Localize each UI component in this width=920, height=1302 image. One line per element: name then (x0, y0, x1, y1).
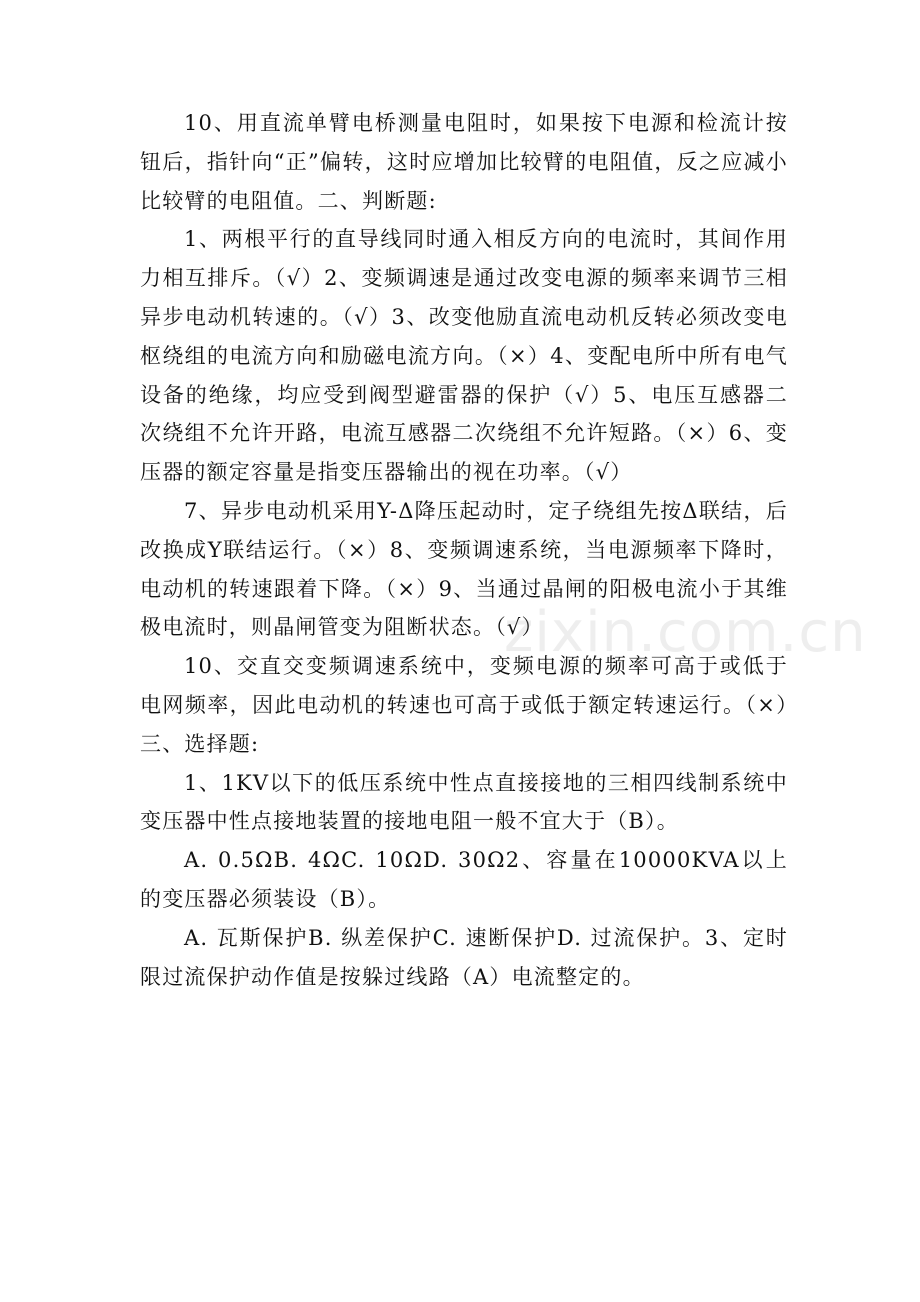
paragraph-choice-1: 1、1KV以下的低压系统中性点直接接地的三相四线制系统中变压器中性点接地装置的接地电阻一般不宜大于（B）。 (140, 770, 788, 834)
paragraph-judgment-7-9: 7、异步电动机采用Y-Δ降压起动时，定子绕组先按Δ联结，后改换成Y联结运行。（×）8、变频调速系统，当电源频率下降时，电动机的转速跟着下降。（×）9、当通过晶闸的阳极电流小于其维极电流时，则晶闸管变为阻断状态。（√） (140, 498, 788, 640)
paragraph-bridge-measurement: 10、用直流单臂电桥测量电阻时，如果按下电源和检流计按钮后，指针向“正”偏转，这时应增加比较臂的电阻值，反之应减小比较臂的电阻值。二、判断题: (140, 111, 788, 213)
paragraph-judgment-1-6: 1、两根平行的直导线同时通入相反方向的电流时，其间作用力相互排斥。（√）2、变频调速是通过改变电源的频率来调节三相异步电动机转速的。（√）3、改变他励直流电动机反转必须改变电枢绕组的电流方向和励磁电流方向。（×）4、变配电所中所有电气设备的绝缘，均应受到阀型避雷器的保护（√）5、电压互感器二次绕组不允许开路，电流互感器二次绕组不允许短路。（×）6、变压器的额定容量是指变压器输出的视在功率。（√） (140, 227, 788, 485)
paragraph-judgment-10: 10、交直交变频调速系统中，变频电源的频率可高于或低于电网频率，因此电动机的转速也可高于或低于额定转速运行。（×）三、选择题: (140, 654, 788, 756)
watermark-logo: zixin.com.cn (504, 600, 867, 665)
document-body (140, 104, 788, 996)
paragraph-choice-2-options: A. 瓦斯保护B. 纵差保护C. 速断保护D. 过流保护。3、定时限过流保护动作值是按躲过线路（A）电流整定的。 (140, 925, 788, 989)
paragraph-choice-1-options: A. 0.5ΩB. 4ΩC. 10ΩD. 30Ω2、容量在10000KVA以上的变压器必须装设（B）。 (140, 848, 788, 911)
